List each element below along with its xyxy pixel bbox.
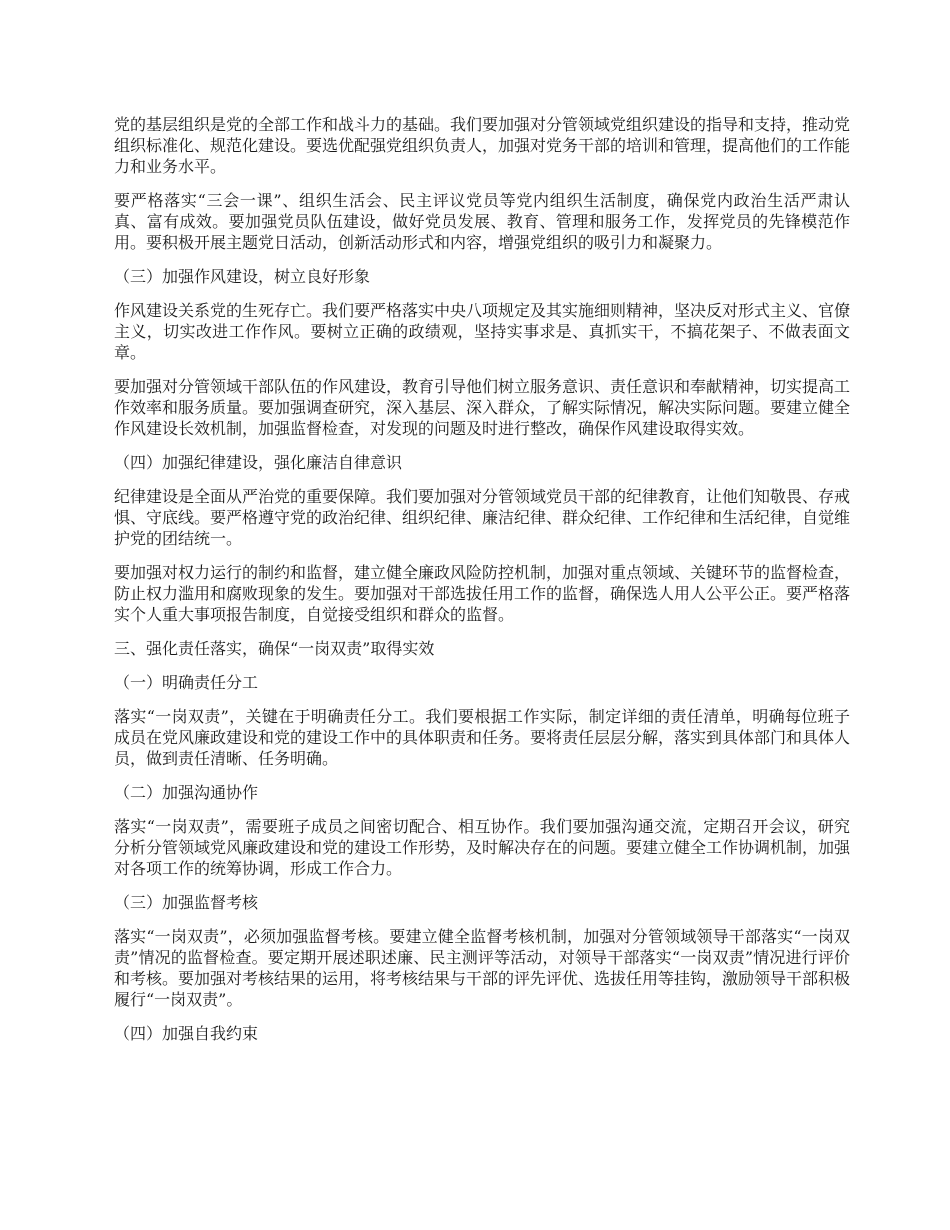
section-heading: （四）加强纪律建设，强化廉洁自律意识 [114, 453, 403, 472]
paragraph: 党的基层组织是党的全部工作和战斗力的基础。我们要加强对分管领域党组织建设的指导和支持，推动党组织标准化、规范化建设。要选优配强党组织负责人，加强对党务干部的培训和管理，提高他们的工作能力和业务水平。 [114, 115, 851, 176]
paragraph: 落实“一岗双责”，需要班子成员之间密切配合、相互协作。我们要加强沟通交流，定期召开会议，研究分析分管领域党风廉政建设和党的建设工作形势，及时解决存在的问题。要建立健全工作协调机制，加强对各项工作的统筹协调，形成工作合力。 [114, 817, 851, 878]
section-heading: （三）加强监督考核 [114, 893, 259, 912]
paragraph: 要加强对分管领域干部队伍的作风建设，教育引导他们树立服务意识、责任意识和奉献精神，切实提高工作效率和服务质量。要加强调查研究，深入基层、深入群众，了解实际情况，解决实际问题。要建立健全作风建设长效机制，加强监督检查，对发现的问题及时进行整改，确保作风建设取得实效。 [114, 377, 851, 438]
section-heading: （二）加强沟通协作 [114, 783, 259, 802]
chapter-heading: 三、强化责任落实，确保“一岗双责”取得实效 [114, 639, 435, 658]
paragraph: 落实“一岗双责”，关键在于明确责任分工。我们要根据工作实际，制定详细的责任清单，明确每位班子成员在党风廉政建设和党的建设工作中的具体职责和任务。要将责任层层分解，落实到具体部门和具体人员，做到责任清晰、任务明确。 [114, 707, 851, 768]
paragraph: 要加强对权力运行的制约和监督，建立健全廉政风险防控机制，加强对重点领域、关键环节的监督检查，防止权力滥用和腐败现象的发生。要加强对干部选拔任用工作的监督，确保选人用人公平公正。要严格落实个人重大事项报告制度，自觉接受组织和群众的监督。 [114, 563, 851, 624]
section-heading: （一）明确责任分工 [114, 673, 259, 692]
section-heading: （三）加强作风建设，树立良好形象 [114, 267, 371, 286]
section-heading: （四）加强自我约束 [114, 1024, 259, 1043]
document-page [114, 114, 850, 1057]
paragraph: 要严格落实“三会一课”、组织生活会、民主评议党员等党内组织生活制度，确保党内政治生活严肃认真、富有成效。要加强党员队伍建设，做好党员发展、教育、管理和服务工作，发挥党员的先锋模范作用。要积极开展主题党日活动，创新活动形式和内容，增强党组织的吸引力和凝聚力。 [114, 191, 850, 252]
paragraph: 落实“一岗双责”，必须加强监督考核。要建立健全监督考核机制，加强对分管领域领导干部落实“一岗双责”情况的监督检查。要定期开展述职述廉、民主测评等活动，对领导干部落实“一岗双责”情况进行评价和考核。要加强对考核结果的运用，将考核结果与干部的评先评优、选拔任用等挂钩，激励领导干部积极履行“一岗双责”。 [114, 927, 851, 1009]
paragraph: 作风建设关系党的生死存亡。我们要严格落实中央八项规定及其实施细则精神，坚决反对形式主义、官僚主义，切实改进工作作风。要树立正确的政绩观，坚持实事求是、真抓实干，不搞花架子、不做表面文章。 [114, 301, 851, 362]
paragraph: 纪律建设是全面从严治党的重要保障。我们要加强对分管领域党员干部的纪律教育，让他们知敬畏、存戒惧、守底线。要严格遵守党的政治纪律、组织纪律、廉洁纪律、群众纪律、工作纪律和生活纪律，自觉维护党的团结统一。 [114, 487, 851, 548]
